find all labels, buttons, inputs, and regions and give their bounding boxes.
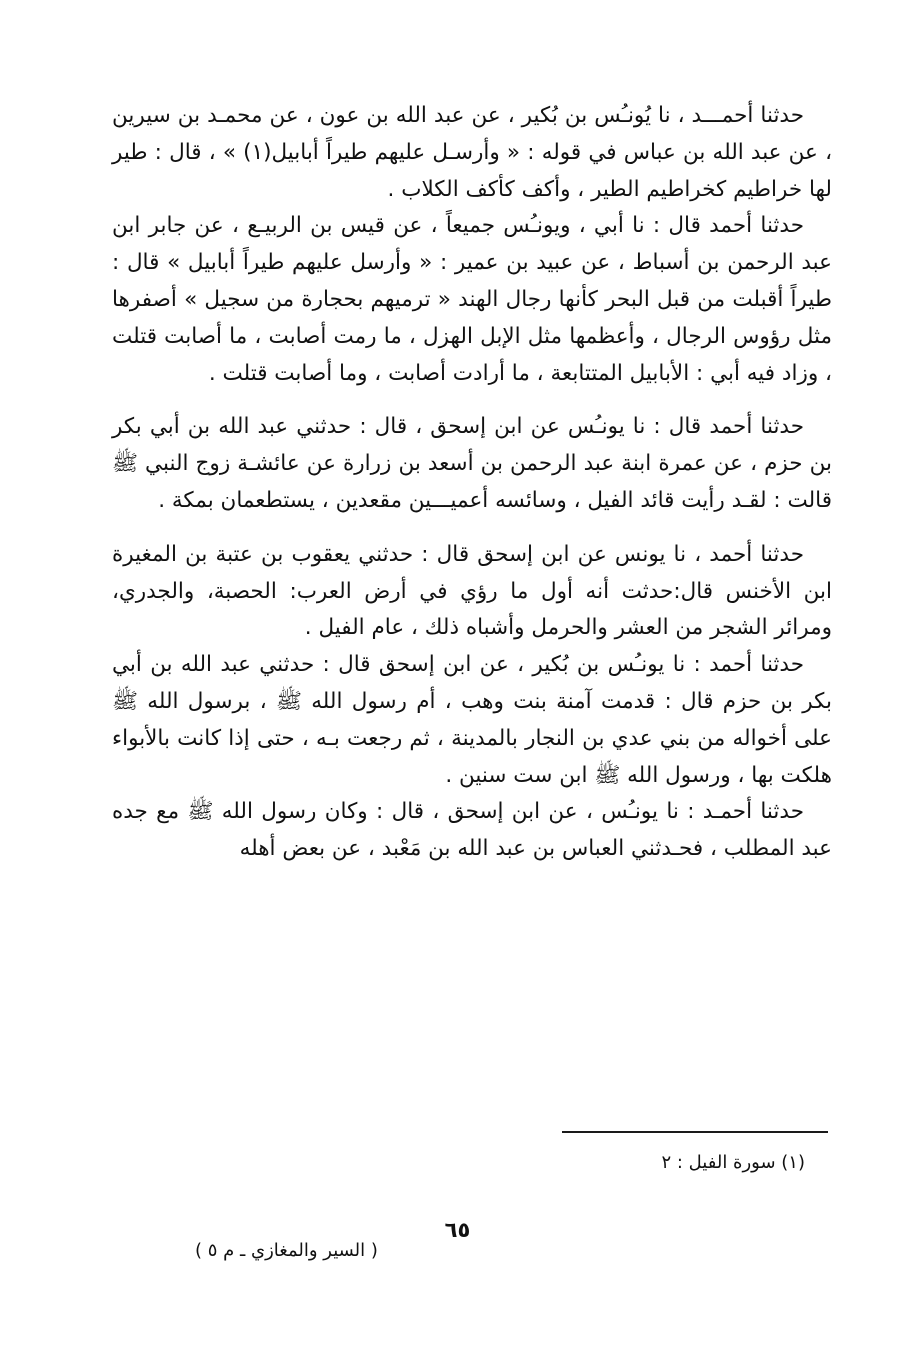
footnote: (١) سورة الفيل : ٢ [661,1152,805,1173]
paragraph: حدثنا أحمد ، نا يونس عن ابن إسحق قال : حدثني يعقوب بن عتبة بن المغيرة ابن الأخنس قال:حدثت أنه أول ما رؤي في أرض العرب: الحصبة، والجدري، ومرائر الشجر من العشر والحرمل وأشباه ذلك ، عام الفيل . [112,541,832,641]
paragraph: حدثنا أحمـــد ، نا يُونـُس بن بُكير ، عن عبد الله بن عون ، عن محمـد بن سيرين ، عن عبد الله بن عباس في قوله : « وأرسـل عليهم طيراً أبابيل(١) » ، قال : طير لها خراطيم كخراطيم الطير ، وأكف كأكف الكلاب . [112,103,833,202]
paragraph: حدثنا أحمد : نا يونـُس بن بُكير ، عن ابن إسحق قال : حدثني عبد الله بن أبي بكر بن حزم قال : قدمت آمنة بنت وهب ، أم رسول الله ﷺ ، برسول الله ﷺ على أخواله من بني عدي بن النجار بالمدينة ، ثم رجعت بـه ، حتى إذا كانت بالأبواء هلكت بها ، ورسول الله ﷺ ابن ست سنين . [112,652,832,788]
main-text-block [112,98,832,868]
paragraph: حدثنا أحمد قال : نا يونـُس عن ابن إسحق ، قال : حدثني عبد الله بن أبي بكر بن حزم ، عن عمرة ابنة عبد الرحمن بن أسعد بن زرارة عن عائشـة زوج النبي ﷺ قالت : لقـد رأيت قائد الفيل ، وسائسه أعميـــين مقعدين ، يستطعمان بمكة . [112,414,832,513]
running-footer: ( السير والمغازي ـ م ٥ ) [195,1240,378,1261]
paragraph: حدثنا أحمـد : نا يونـُس ، عن ابن إسحق ، قال : وكان رسول الله ﷺ مع جده عبد المطلب ، فحـدثني العباس بن عبد الله بن مَعْبد ، عن بعض أهله [112,799,832,862]
page-number: ٦٥ [444,1218,471,1242]
footnote-divider [562,1131,828,1133]
paragraph: حدثنا أحمد قال : نا أبي ، ويونـُس جميعاً ، عن قيس بن الربيـع ، عن جابر ابن عبد الرحمن بن أسباط ، عن عبيد بن عمير : « وأرسل عليهم طيراً أبابيل » قال : طيراً أقبلت من قبل البحر كأنها رجال الهند « ترميهم بحجارة من سجيل » أصفرها مثل رؤوس الرجال ، وأعظمها مثل الإبل الهزل ، ما رمت أصابت ، ما أصابت قتلت ، وزاد فيه أبي : الأبابيل المتتابعة ، ما أرادت أصابت ، وما أصابت قتلت . [112,213,832,386]
